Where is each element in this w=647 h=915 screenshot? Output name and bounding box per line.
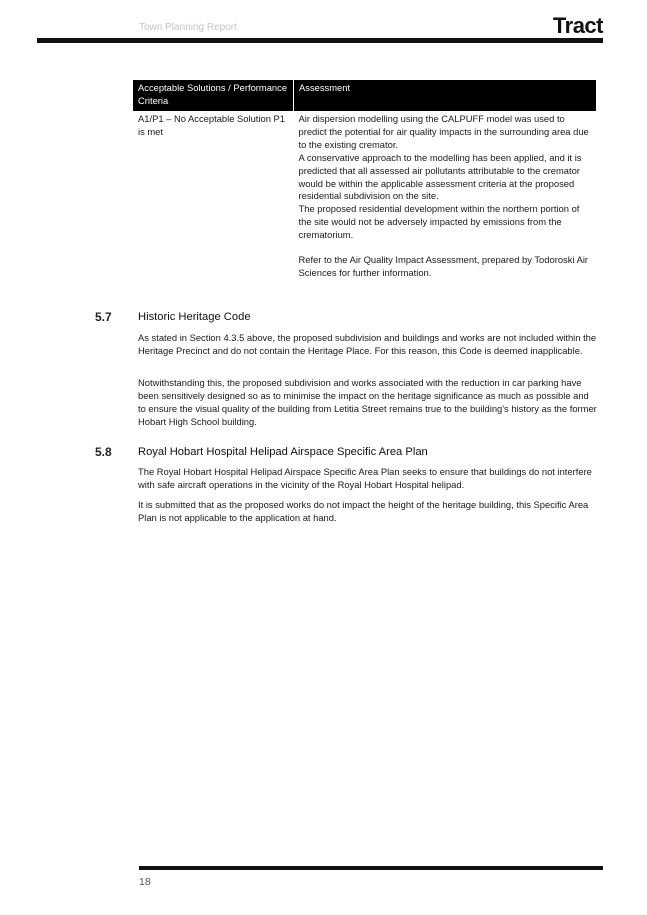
section-title: Royal Hobart Hospital Helipad Airspace Specific Area Plan <box>138 446 428 458</box>
section-paragraph: The Royal Hobart Hospital Helipad Airspace Specific Area Plan seeks to ensure that buildings do not interfere with safe aircraft operations in the vicinity of the Royal Hobart Hospital helipad. <box>138 466 592 490</box>
assessment-cell <box>294 111 597 280</box>
table-header-criteria: Acceptable Solutions / Performance Criteria <box>133 80 294 111</box>
assessment-text: Air dispersion modelling using the CALPUFF model was used to predict the potential for air quality impacts in the surrounding area due to the existing cremator. <box>298 113 589 150</box>
page-number: 18 <box>139 876 151 888</box>
assessment-text: A conservative approach to the modelling has been applied, and it is predicted that all assessed air pollutants attributable to the cremator would be within the applicable assessment criteria at the proposed residential subdivision on the site. <box>298 151 582 202</box>
report-title: Town Planning Report <box>139 22 237 33</box>
assessment-text: The proposed residential development within the northern portion of the site would not be adversely impacted by emissions from the crematorium. <box>298 203 580 241</box>
section-paragraph: Notwithstanding this, the proposed subdivision and works associated with the reduction in car parking have been sensitively designed so as to minimise the impact on the heritage significance as much as possible and to ensure the visual quality of the building from Letitia Street remains true to the building's history as the former Hobart High School building. <box>138 377 597 427</box>
footer-divider <box>139 866 603 870</box>
section-number: 5.7 <box>95 310 112 324</box>
criteria-cell: A1/P1 – No Acceptable Solution P1 is met <box>138 113 285 137</box>
table-header-row <box>133 80 596 111</box>
section-paragraph: As stated in Section 4.3.5 above, the proposed subdivision and buildings and works are not included within the Heritage Precinct and do not contain the Heritage Place. For this reason, this Code is deemed inapplicable. <box>138 332 597 356</box>
table-header-assessment: Assessment <box>294 80 597 111</box>
section-paragraph: It is submitted that as the proposed works do not impact the height of the heritage building, this Specific Area Plan is not applicable to the application at hand. <box>138 499 589 523</box>
section-title: Historic Heritage Code <box>138 311 251 323</box>
brand-logo: Tract <box>552 13 603 38</box>
assessment-reference: Refer to the Air Quality Impact Assessment, prepared by Todoroski Air Sciences for further information. <box>298 254 589 278</box>
assessment-table <box>133 80 596 280</box>
header-divider <box>37 38 603 43</box>
table-row <box>133 111 596 280</box>
section-number: 5.8 <box>95 445 112 459</box>
